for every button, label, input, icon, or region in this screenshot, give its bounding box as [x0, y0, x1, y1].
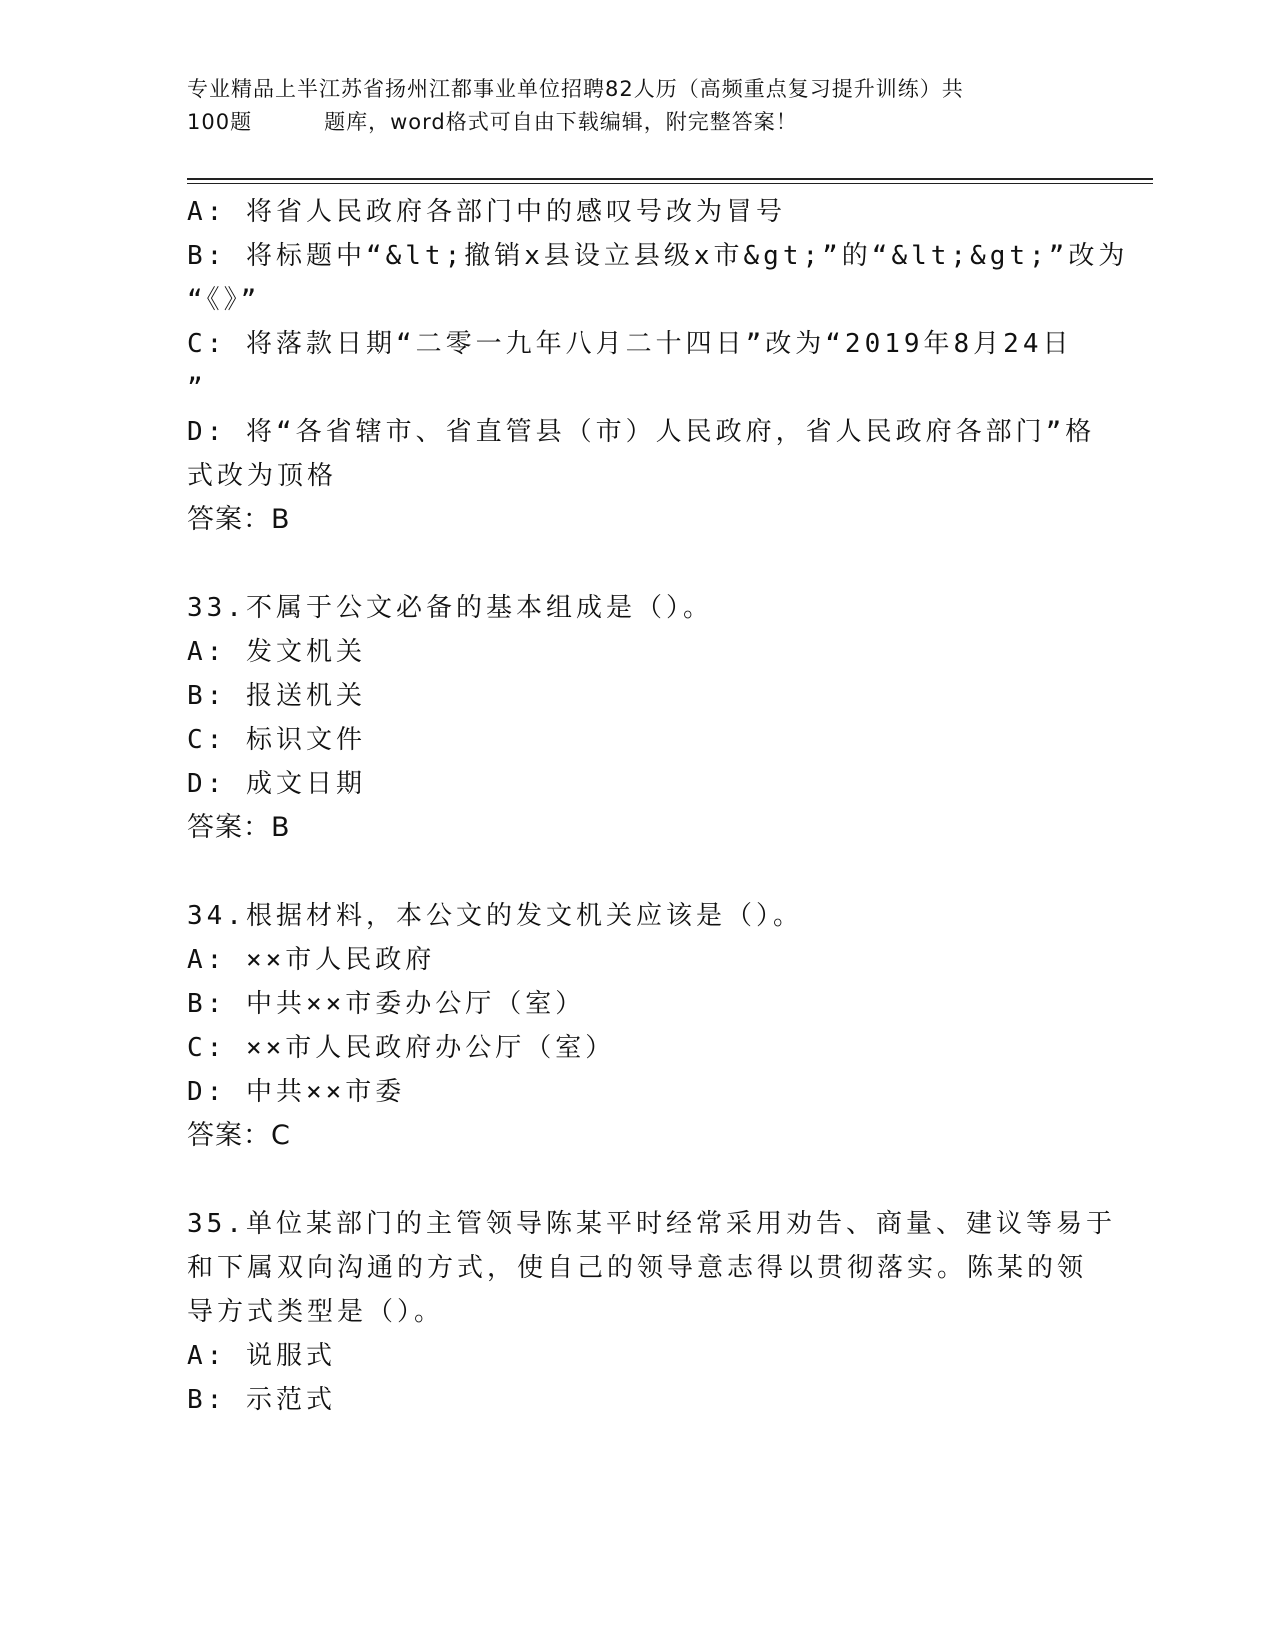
- question-stem: 35.单位某部门的主管领导陈某平时经常采用劝告、商量、建议等易于: [187, 1209, 1116, 1239]
- option-d: D: 成文日期: [187, 769, 366, 799]
- question-35-block: [187, 1202, 1116, 1422]
- question-stem-continued: 导方式类型是（）。: [187, 1297, 445, 1327]
- question-stem: 33.不属于公文必备的基本组成是（）。: [187, 593, 713, 623]
- option-b: B: 中共××市委办公厅（室）: [187, 989, 586, 1019]
- option-b: B: 报送机关: [187, 681, 366, 711]
- option-c: C: 将落款日期“二零一九年八月二十四日”改为“2019年8月24日: [187, 329, 1073, 359]
- header-divider-thick: [187, 178, 1153, 180]
- option-b: B: 将标题中“&lt;撤销x县设立县级x市&gt;”的“&lt;&gt;”改为: [187, 241, 1129, 271]
- option-d: D: 将“各省辖市、省直管县（市）人民政府，省人民政府各部门”格: [187, 417, 1096, 447]
- header-line-2: [187, 106, 1087, 139]
- option-b: B: 示范式: [187, 1385, 336, 1415]
- question-stem-continued: 和下属双向沟通的方式，使自己的领导意志得以贯彻落实。陈某的领: [187, 1253, 1088, 1283]
- option-a: A: 将省人民政府各部门中的感叹号改为冒号: [187, 197, 786, 227]
- option-a: A: 说服式: [187, 1341, 336, 1371]
- question-33-block: [187, 586, 1077, 850]
- option-a: A: 发文机关: [187, 637, 366, 667]
- option-c-continued: ”: [187, 373, 207, 403]
- option-c: C: ××市人民政府办公厅（室）: [187, 1033, 616, 1063]
- question-32-block: [187, 190, 1129, 542]
- header-count: 100题: [187, 110, 253, 134]
- option-d: D: 中共××市委: [187, 1077, 406, 1107]
- option-b-continued: “《》”: [187, 285, 261, 315]
- document-header: [187, 73, 1087, 139]
- question-stem: 34.根据材料，本公文的发文机关应该是（）。: [187, 901, 803, 931]
- option-d-continued: 式改为顶格: [187, 461, 338, 491]
- answer-label: 答案：C: [187, 1120, 291, 1151]
- option-c: C: 标识文件: [187, 725, 366, 755]
- question-34-block: [187, 894, 1077, 1158]
- header-line-1: 专业精品上半江苏省扬州江都事业单位招聘82人历（高频重点复习提升训练）共: [187, 77, 964, 101]
- question-list: [187, 190, 1129, 1422]
- option-a: A: ××市人民政府: [187, 945, 436, 975]
- answer-label: 答案：B: [187, 812, 291, 843]
- header-description: 题库，word格式可自由下载编辑，附完整答案！: [324, 110, 798, 134]
- answer-label: 答案：B: [187, 504, 291, 535]
- header-divider-thin: [187, 183, 1153, 184]
